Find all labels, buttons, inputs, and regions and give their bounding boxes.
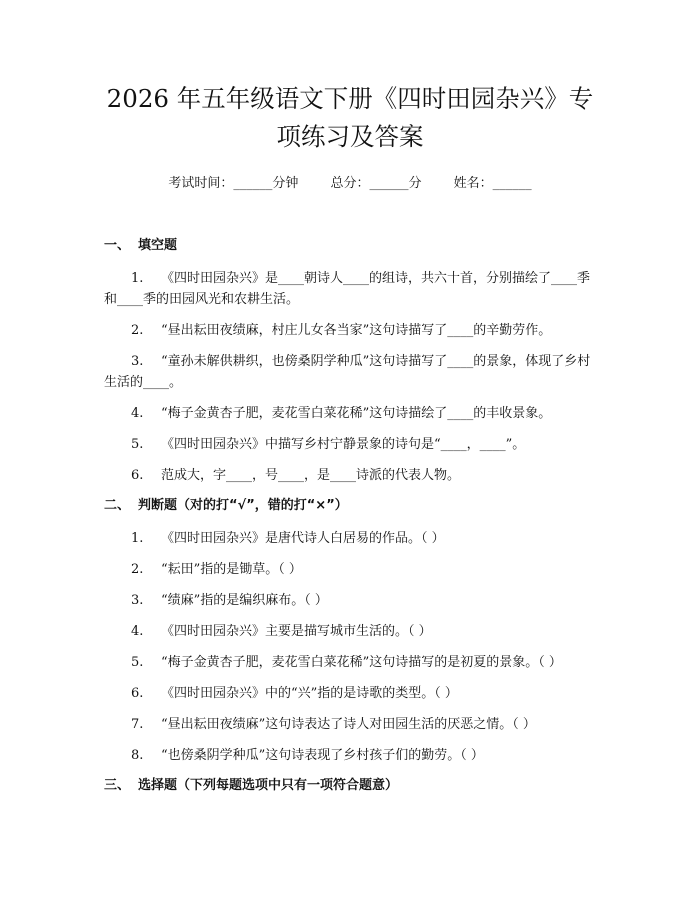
question-number: 8. — [131, 748, 144, 763]
question-text: 《四时田园杂兴》是唐代诗人白居易的作品。（ ） — [161, 531, 445, 546]
question-item — [104, 434, 596, 455]
question-item — [104, 590, 596, 611]
question-text: “童孙未解供耕织，也傍桑阴学种瓜”这句诗描写了____的景象，体现了乡村生活的____。 — [104, 354, 591, 390]
question-text: “梅子金黄杏子肥，麦花雪白菜花稀”这句诗描绘了____的丰收景象。 — [161, 406, 552, 421]
title-line-2: 项练习及答案 — [276, 122, 424, 151]
question-text: “梅子金黄杏子肥，麦花雪白菜花稀”这句诗描写的是初夏的景象。（ ） — [161, 655, 562, 670]
question-item — [104, 320, 596, 341]
section-number: 二、 — [104, 498, 131, 513]
question-text: 《四时田园杂兴》中描写乡村宁静景象的诗句是“____，____”。 — [161, 437, 526, 452]
question-text: “也傍桑阴学种瓜”这句诗表现了乡村孩子们的勤劳。（ ） — [161, 748, 484, 763]
question-number: 7. — [131, 717, 144, 732]
exam-meta — [104, 174, 596, 194]
question-number: 4. — [131, 406, 144, 421]
section-heading — [104, 496, 596, 516]
question-number: 6. — [131, 686, 144, 701]
section-3 — [104, 776, 596, 796]
question-number: 1. — [131, 271, 144, 286]
question-item — [104, 351, 596, 393]
question-item — [104, 714, 596, 735]
question-number: 2. — [131, 323, 144, 338]
question-item — [104, 683, 596, 704]
question-text: 《四时田园杂兴》主要是描写城市生活的。（ ） — [161, 624, 432, 639]
question-text: 范成大，字____，号____，是____诗派的代表人物。 — [161, 468, 461, 483]
question-item — [104, 465, 596, 486]
exam-score: 总分：______分 — [330, 176, 422, 191]
section-heading — [104, 776, 596, 796]
question-number: 6. — [131, 468, 144, 483]
question-number: 5. — [131, 437, 144, 452]
question-text: “昼出耘田夜绩麻，村庄儿女各当家”这句诗描写了____的辛勤劳作。 — [161, 323, 552, 338]
question-number: 3. — [131, 593, 144, 608]
section-heading-text: 判断题（对的打“√”，错的打“×”） — [138, 498, 348, 513]
question-item — [104, 403, 596, 424]
section-heading — [104, 236, 596, 256]
question-item — [104, 621, 596, 642]
section-number: 三、 — [104, 778, 131, 793]
section-2 — [104, 496, 596, 766]
section-number: 一、 — [104, 238, 131, 253]
question-item — [104, 528, 596, 549]
question-text: 《四时田园杂兴》是____朝诗人____的组诗，共六十首，分别描绘了____季和____季的田园风光和农耕生活。 — [104, 271, 591, 307]
document-title — [104, 0, 596, 156]
question-number: 5. — [131, 655, 144, 670]
question-text: 《四时田园杂兴》中的“兴”指的是诗歌的类型。（ ） — [161, 686, 458, 701]
question-number: 3. — [131, 354, 144, 369]
exam-name: 姓名：______ — [453, 176, 532, 191]
question-item — [104, 559, 596, 580]
exam-time: 考试时间：______分钟 — [168, 176, 299, 191]
question-text: “昼出耘田夜绩麻”这句诗表达了诗人对田园生活的厌恶之情。（ ） — [161, 717, 536, 732]
question-number: 2. — [131, 562, 144, 577]
question-item — [104, 745, 596, 766]
question-number: 4. — [131, 624, 144, 639]
section-1 — [104, 236, 596, 486]
question-item — [104, 652, 596, 673]
sections — [104, 236, 596, 796]
section-heading-text: 填空题 — [138, 238, 178, 253]
question-text: “绩麻”指的是编织麻布。（ ） — [161, 593, 328, 608]
question-text: “耘田”指的是锄草。（ ） — [161, 562, 302, 577]
section-heading-text: 选择题（下列每题选项中只有一项符合题意） — [138, 778, 399, 793]
title-line-1: 2026 年五年级语文下册《四时田园杂兴》专 — [106, 84, 594, 113]
question-item — [104, 268, 596, 310]
question-number: 1. — [131, 531, 144, 546]
